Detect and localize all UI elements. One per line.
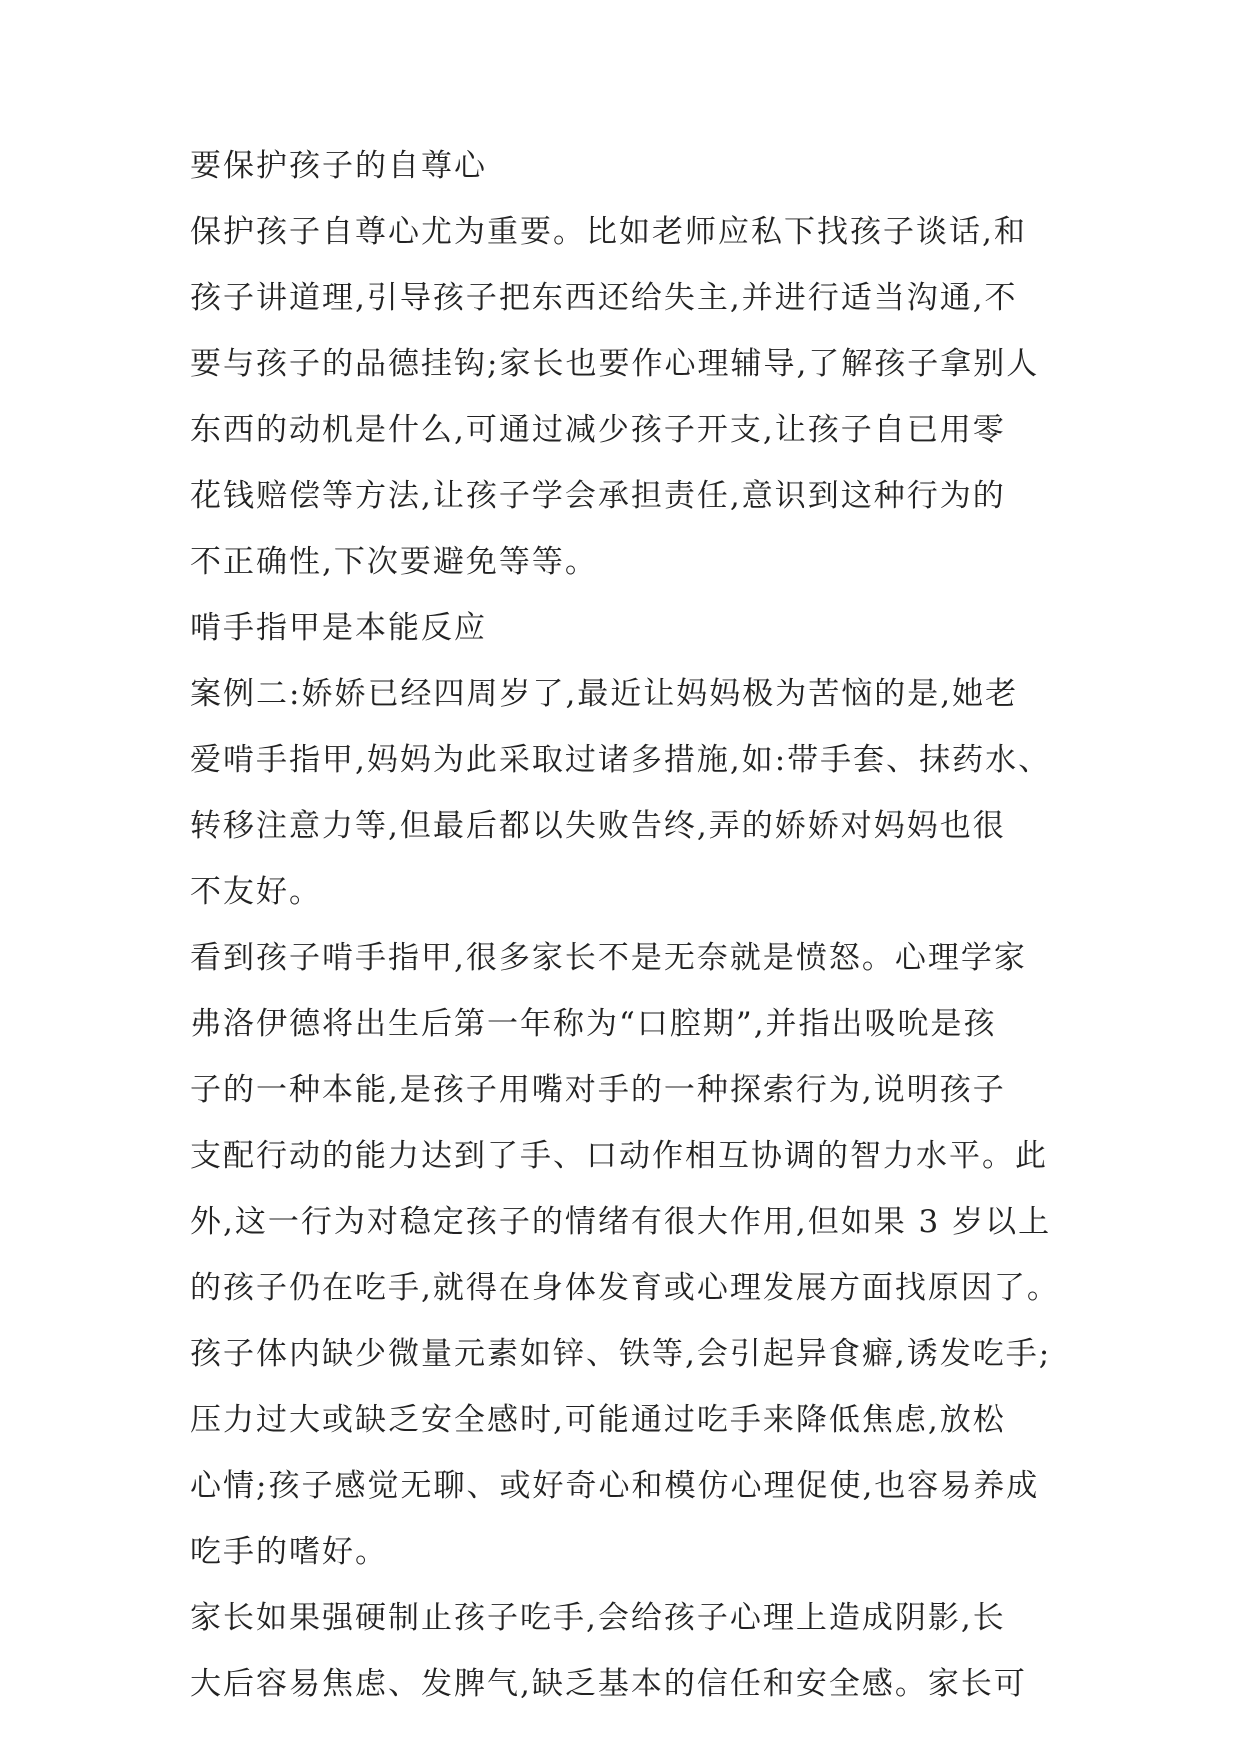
text-line: 案例二:娇娇已经四周岁了,最近让妈妈极为苦恼的是,她老 [190,676,1019,712]
section-heading-self-esteem: 要保护孩子的自尊心 [190,148,487,184]
text-line: 弗洛伊德将出生后第一年称为“口腔期”,并指出吸吮是孩 [190,1006,997,1042]
text-line: 东西的动机是什么,可通过减少孩子开支,让孩子自已用零 [190,412,1006,448]
text-line: 大后容易焦虑、发脾气,缺乏基本的信任和安全感。家长可 [190,1666,1027,1702]
section-heading-nail-biting: 啃手指甲是本能反应 [190,610,487,646]
text-line: 孩子体内缺少微量元素如锌、铁等,会引起异食癖,诱发吃手; [190,1336,1052,1372]
text-line: 家长如果强硬制止孩子吃手,会给孩子心理上造成阴影,长 [190,1600,1006,1636]
text-line: 孩子讲道理,引导孩子把东西还给失主,并进行适当沟通,不 [190,280,1018,316]
text-line: 子的一种本能,是孩子用嘴对手的一种探索行为,说明孩子 [190,1072,1006,1108]
text-line: 心情;孩子感觉无聊、或好奇心和模仿心理促使,也容易养成 [190,1468,1040,1504]
text-line: 不正确性,下次要避免等等。 [190,544,598,580]
text-line: 压力过大或缺乏安全感时,可能通过吃手来降低焦虑,放松 [190,1402,1006,1438]
text-line: 保护孩子自尊心尤为重要。比如老师应私下找孩子谈话,和 [190,214,1027,250]
text-line: 外,这一行为对稳定孩子的情绪有很大作用,但如果 3 岁以上 [190,1204,1052,1240]
text-line: 转移注意力等,但最后都以失败告终,弄的娇娇对妈妈也很 [190,808,1006,844]
text-line: 的孩子仍在吃手,就得在身体发育或心理发展方面找原因了。 [190,1270,1060,1306]
text-line: 不友好。 [190,874,322,910]
text-line: 支配行动的能力达到了手、口动作相互协调的智力水平。此 [190,1138,1048,1174]
text-line: 看到孩子啃手指甲,很多家长不是无奈就是愤怒。心理学家 [190,940,1027,976]
text-line: 要与孩子的品德挂钩;家长也要作心理辅导,了解孩子拿别人 [190,346,1040,382]
text-line: 花钱赔偿等方法,让孩子学会承担责任,意识到这种行为的 [190,478,1006,514]
text-line: 吃手的嗜好。 [190,1534,388,1570]
text-line: 爱啃手指甲,妈妈为此采取过诸多措施,如:带手套、抹药水、 [190,742,1052,778]
